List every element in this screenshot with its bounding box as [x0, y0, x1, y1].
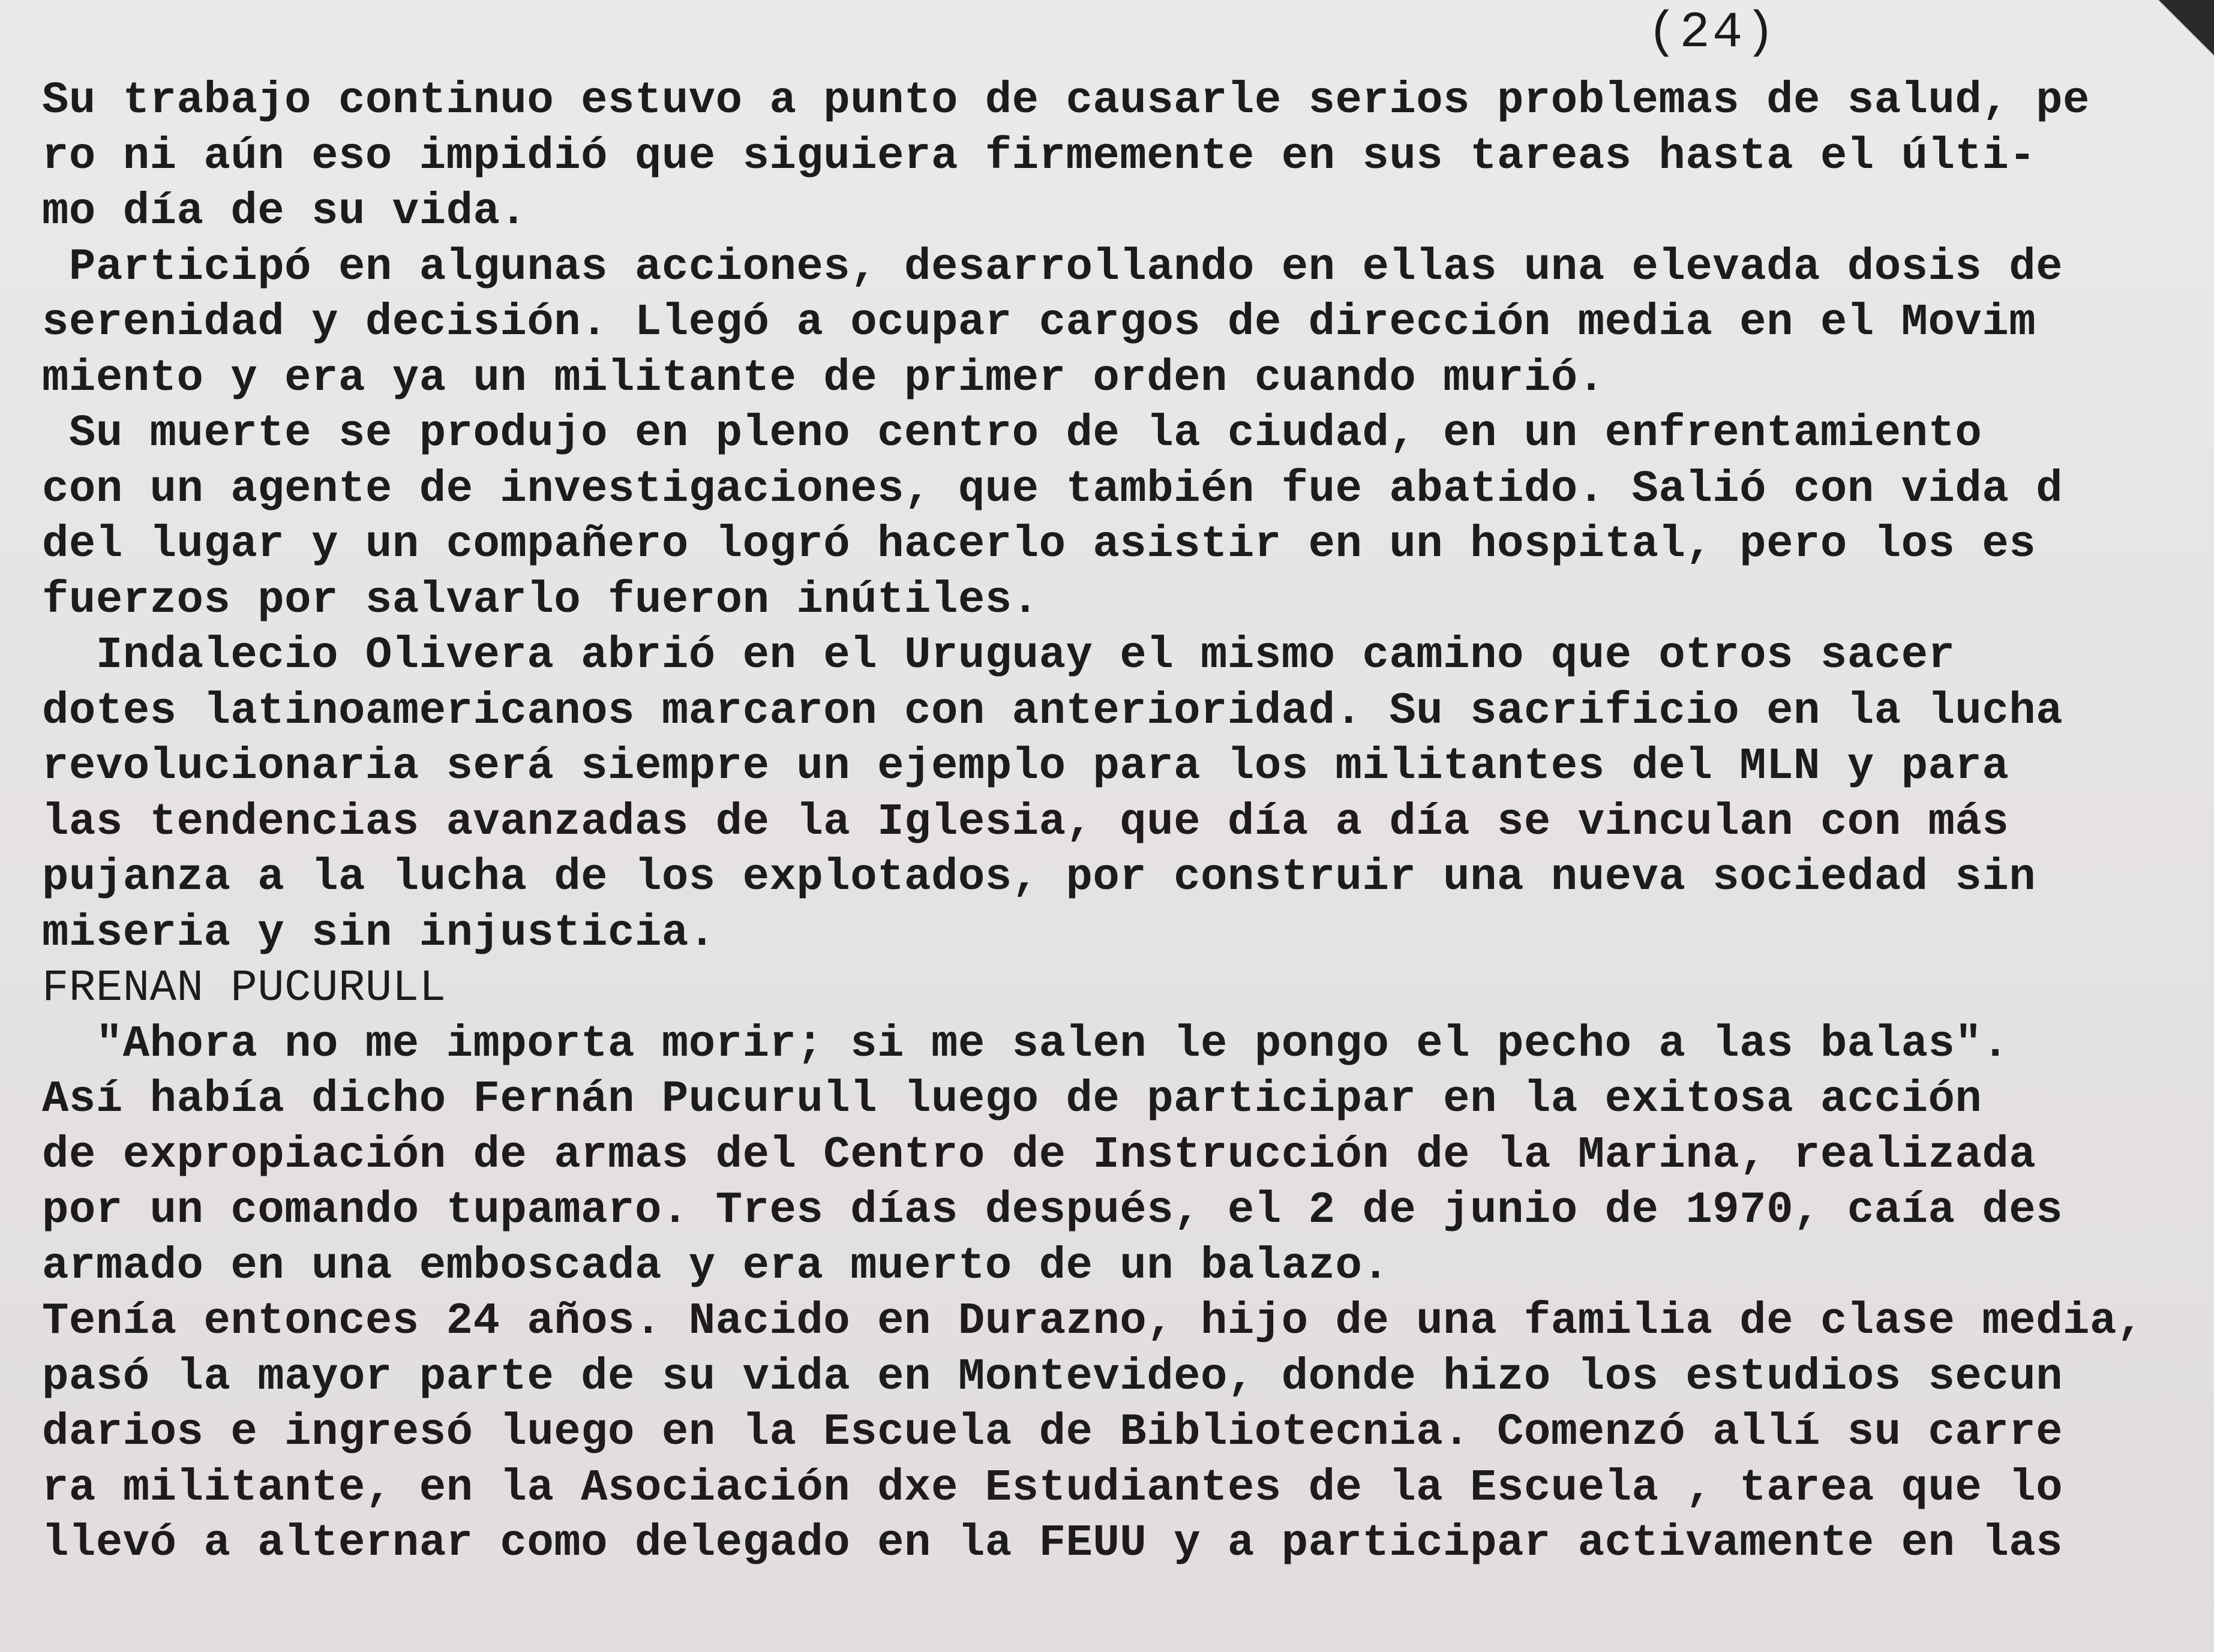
section-heading: FRENAN PUCURULL — [42, 963, 446, 1014]
text-line: revolucionaria será siempre un ejemplo para los militantes del MLN y para — [42, 741, 2009, 792]
text-line: las tendencias avanzadas de la Iglesia, que día a día se vinculan con más — [42, 797, 2009, 848]
text-line: con un agente de investigaciones, que también fue abatido. Salió con vida d — [42, 464, 2063, 515]
text-line: ra militante, en la Asociación dxe Estudiantes de la Escuela , tarea que lo — [42, 1462, 2063, 1513]
text-line: armado en una emboscada y era muerto de un balazo. — [42, 1240, 1390, 1291]
text-line: miseria y sin injusticia. — [42, 908, 716, 959]
text-line: ro ni aún eso impidió que siguiera firmemente en sus tareas hasta el últi- — [42, 131, 2036, 182]
text-line: serenidad y decisión. Llegó a ocupar cargos de dirección media en el Movim — [42, 298, 2036, 348]
text-line: por un comando tupamaro. Tres días después, el 2 de junio de 1970, caía des — [42, 1185, 2063, 1236]
text-line: darios e ingresó luego en la Escuela de Bibliotecnia. Comenzó allí su carre — [42, 1407, 2063, 1458]
text-line: Su trabajo continuo estuvo a punto de causarle serios problemas de salud, pe — [42, 76, 2090, 126]
text-line: Tenía entonces 24 años. Nacido en Durazno, hijo de una familia de clase media, — [42, 1296, 2144, 1347]
text-line: mo día de su vida. — [42, 187, 527, 237]
text-line: dotes latinoamericanos marcaron con anterioridad. Su sacrificio en la lucha — [42, 686, 2063, 737]
text-line: del lugar y un compañero logró hacerlo asistir en un hospital, pero los es — [42, 519, 2036, 570]
text-line: Su muerte se produjo en pleno centro de la ciudad, en un enfrentamiento — [42, 409, 1982, 459]
text-line: miento y era ya un militante de primer orden cuando murió. — [42, 353, 1605, 404]
text-line: Participó en algunas acciones, desarrollando en ellas una elevada dosis de — [42, 242, 2063, 293]
text-line: Así había dicho Fernán Pucurull luego de participar en la exitosa acción — [42, 1074, 1982, 1125]
typewritten-text — [42, 73, 2190, 1572]
text-line: llevó a alternar como delegado en la FEUU y a participar activamente en las — [42, 1518, 2063, 1569]
page-corner-shadow — [2136, 0, 2214, 78]
text-line: de expropiación de armas del Centro de Instrucción de la Marina, realizada — [42, 1130, 2036, 1181]
text-line: Indalecio Olivera abrió en el Uruguay el mismo camino que otros sacer — [42, 630, 1955, 681]
text-line: "Ahora no me importa morir; si me salen le pongo el pecho a las balas". — [42, 1019, 2009, 1070]
text-line: pujanza a la lucha de los explotados, por construir una nueva sociedad sin — [42, 852, 2036, 903]
text-line: fuerzos por salvarlo fueron inútiles. — [42, 575, 1039, 626]
text-line: pasó la mayor parte de su vida en Montevideo, donde hizo los estudios secun — [42, 1351, 2063, 1402]
page-number: (24) — [1647, 5, 1778, 62]
